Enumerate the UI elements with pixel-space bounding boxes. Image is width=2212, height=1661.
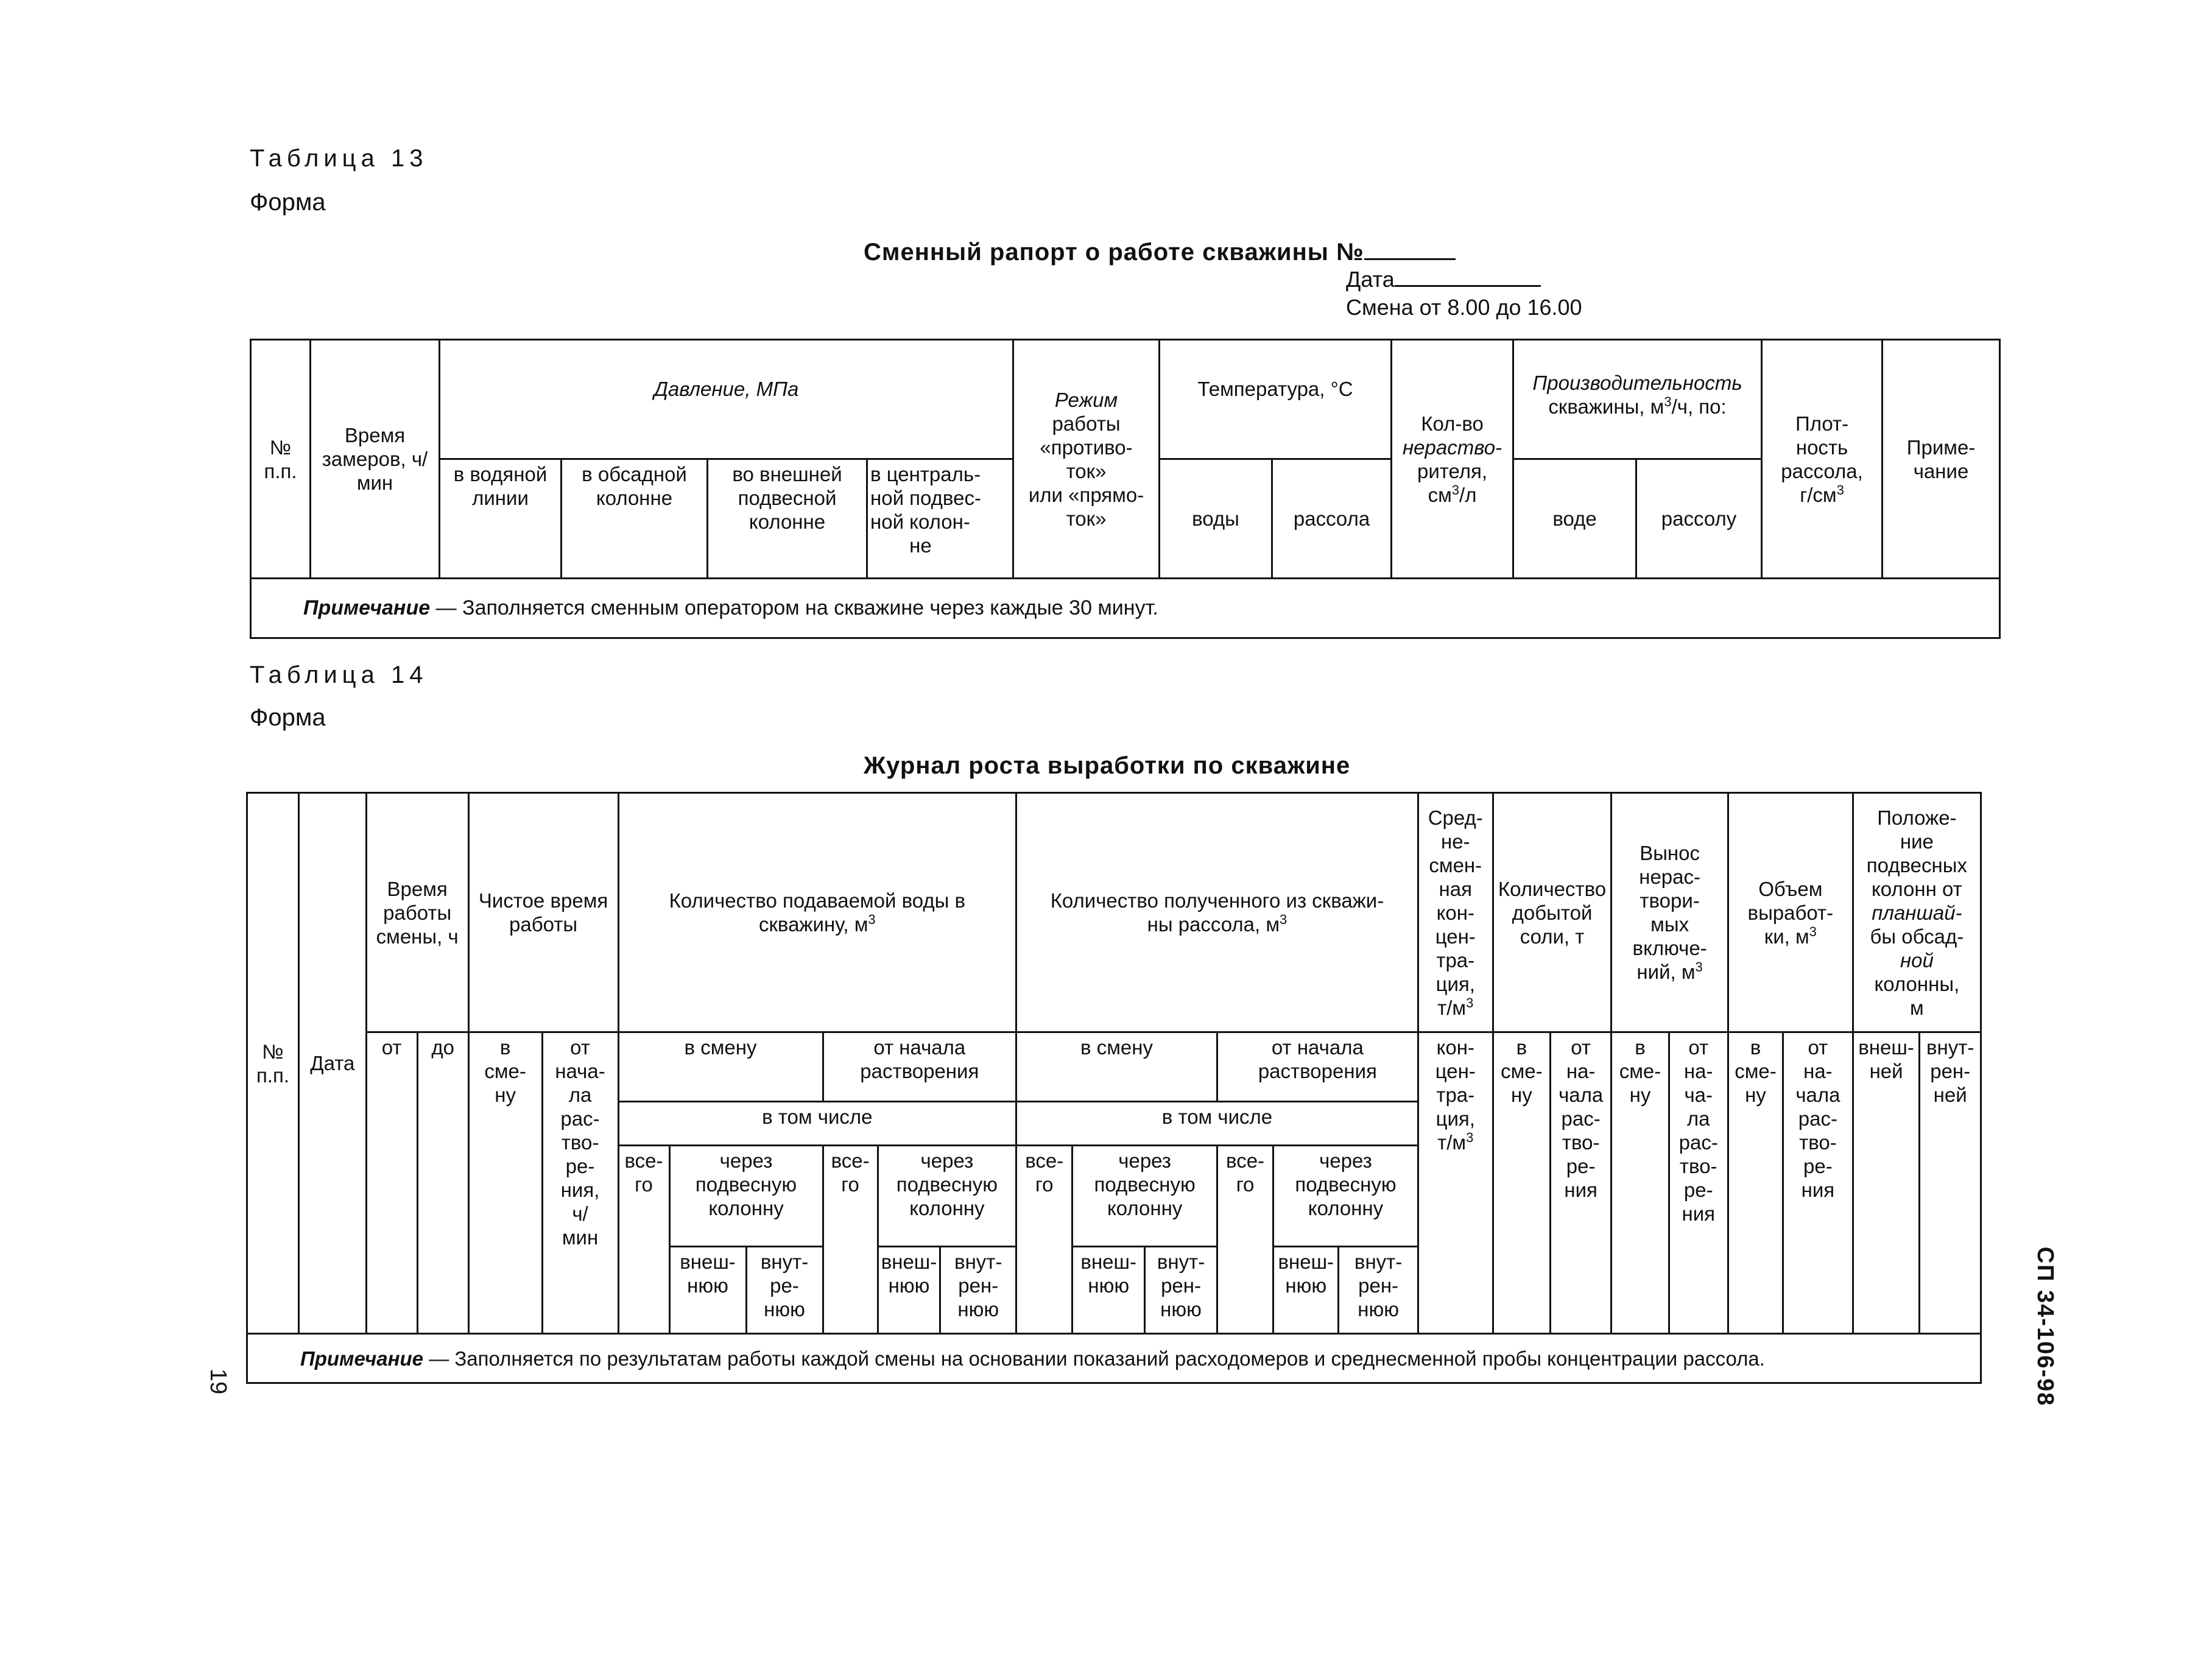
col-remark: Приме- чание <box>1883 340 2000 579</box>
col-brine-out: Количество полученного из скважи- ны рассола, $м^3$ <box>1016 793 1418 1032</box>
col-water-start-total: все- го <box>823 1146 878 1334</box>
col-to: до <box>417 1032 468 1334</box>
col-salt-start: от на- чала рас- тво- ре- ния <box>1550 1032 1611 1334</box>
col-brine-start-split: внеш- нюю внут- рен- нюю <box>1273 1247 1418 1334</box>
col-p-central: в централь- ной подвес- ной колон- не <box>867 459 1013 579</box>
col-date: Дата <box>299 793 367 1334</box>
col-brine-per-shift: в смену <box>1016 1032 1217 1102</box>
production-log-table <box>246 792 1982 1384</box>
col-conc: кон- цен- тра- ция, $т/м^3$ <box>1418 1032 1493 1334</box>
col-water-shift-split: внеш- нюю внут- ре- нюю <box>669 1247 823 1334</box>
col-water-incl: в том числе <box>618 1102 1016 1146</box>
col-prod-water: воде <box>1513 459 1636 579</box>
col-mode: Режим работы «противо- ток» или «прямо- ток» <box>1013 340 1160 579</box>
table14-label: Таблица 14 <box>250 661 428 688</box>
col-brine-from-start: от начала растворения <box>1217 1032 1418 1102</box>
col-productivity: Производительность скважины, $м^3/ч$, по: <box>1513 340 1762 459</box>
shift-report-table <box>250 339 2001 639</box>
table13-note: Примечание — Заполняется сменным оператором на скважине через каждые 30 минут. <box>251 579 2000 638</box>
col-insol-start: от на- ча- ла рас- тво- ре- ния <box>1669 1032 1728 1334</box>
shift-line: Смена от 8.00 до 16.00 <box>1346 295 1582 320</box>
col-time: Время замеров, ч/мин <box>311 340 440 579</box>
table14-form-label: Форма <box>250 704 326 731</box>
col-t-brine: рассола <box>1272 459 1392 579</box>
table14-note: Примечание — Заполняется по результатам работы каждой смены на основании показаний расходомеров и среднесменной пробы концентрации рассола. <box>247 1334 1981 1383</box>
col-net-start: от нача- ла рас- тво- ре- ния, ч/ мин <box>542 1032 618 1334</box>
date-line: Дата <box>1346 267 1541 292</box>
col-volume: Объем выработ- ки, $м^3$ <box>1728 793 1853 1032</box>
col-salt: Количество добытой соли, т <box>1493 793 1611 1032</box>
col-brine-incl: в том числе <box>1016 1102 1418 1146</box>
col-water-shift-total: все- го <box>618 1146 669 1334</box>
col-volume-shift: в сме- ну <box>1728 1032 1783 1334</box>
col-salt-shift: в сме- ну <box>1493 1032 1550 1334</box>
col-pos-inner: внут- рен- ней <box>1920 1032 1981 1334</box>
col-water-start-split: внеш- нюю внут- рен- нюю <box>878 1247 1016 1334</box>
col-insoluble: Кол-во нераство- рителя, $см^3/л$ <box>1392 340 1513 579</box>
col-pressure: Давление, МПа <box>440 340 1013 459</box>
col-net-time: Чистое время работы <box>468 793 618 1032</box>
table13-form-label: Форма <box>250 189 326 216</box>
table14-title: Журнал роста выработки по скважине <box>864 752 1351 779</box>
table13-label: Таблица 13 <box>250 145 428 172</box>
col-avg-conc: Сред- не- смен- ная кон- цен- тра- ция, $т/м^3$ <box>1418 793 1493 1032</box>
col-water-per-shift: в смену <box>618 1032 823 1102</box>
col-num: № п.п. <box>247 793 299 1334</box>
col-position: Положе- ние подвесных колонн от планшай- бы обсад- ной колонны, м <box>1853 793 1981 1032</box>
col-t-water: воды <box>1160 459 1272 579</box>
col-temperature: Температура, °С <box>1160 340 1392 459</box>
col-brine-start-total: все- го <box>1217 1146 1273 1334</box>
col-water-start-via: через подвесную колонну <box>878 1146 1016 1247</box>
col-water-shift-via: через подвесную колонну <box>669 1146 823 1247</box>
col-insoluble: Вынос нерас- твори- мых включе- ний, $м^3$ <box>1611 793 1728 1032</box>
col-density: Плот- ность рассола, $г/см^3$ <box>1762 340 1883 579</box>
col-volume-start: от на- чала рас- тво- ре- ния <box>1783 1032 1853 1334</box>
col-prod-brine: рассолу <box>1636 459 1762 579</box>
table13-title: Сменный рапорт о работе скважины № <box>864 239 1456 266</box>
col-brine-shift-total: все- го <box>1016 1146 1073 1334</box>
col-brine-start-via: через подвесную колонну <box>1273 1146 1418 1247</box>
col-num: № п.п. <box>251 340 311 579</box>
col-work-time: Время работы смены, ч <box>366 793 468 1032</box>
col-water-from-start: от начала растворения <box>823 1032 1016 1102</box>
col-from: от <box>366 1032 417 1334</box>
col-brine-shift-split: внеш- нюю внут- рен- нюю <box>1073 1247 1217 1334</box>
col-p-casing: в обсадной колонне <box>562 459 708 579</box>
page-number: 19 <box>205 1368 231 1395</box>
document-code: СП 34-106-98 <box>2032 1246 2058 1407</box>
col-brine-shift-via: через подвесную колонну <box>1073 1146 1217 1247</box>
col-net-shift: в сме- ну <box>468 1032 542 1334</box>
col-p-outer: во внешней подвесной колонне <box>708 459 867 579</box>
col-pos-outer: внеш- ней <box>1853 1032 1920 1334</box>
col-p-water: в водяной линии <box>440 459 562 579</box>
col-insol-shift: в сме- ну <box>1611 1032 1669 1334</box>
col-water-in: Количество подаваемой воды в скважину, $м^3$ <box>618 793 1016 1032</box>
